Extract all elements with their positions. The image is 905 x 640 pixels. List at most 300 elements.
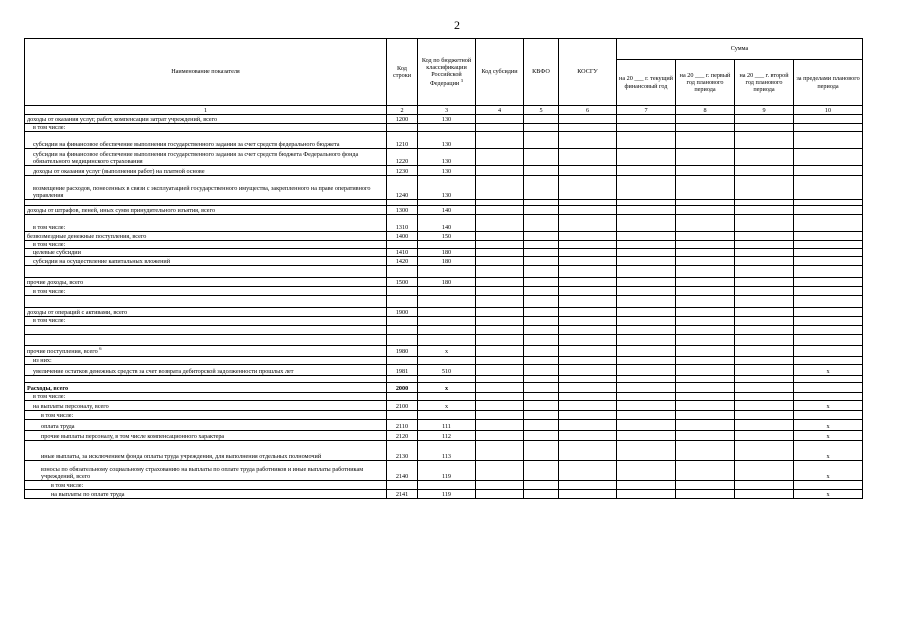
row-beyond-period	[794, 392, 863, 400]
row-value-cell	[524, 364, 559, 375]
row-kbk	[418, 241, 476, 249]
row-value-cell	[559, 382, 617, 392]
row-kbk: 119	[418, 460, 476, 480]
row-code	[387, 356, 418, 364]
row-value-cell	[735, 176, 794, 200]
row-value-cell	[676, 308, 735, 317]
row-kbk: 140	[418, 215, 476, 232]
row-value-cell	[735, 296, 794, 308]
row-kbk	[418, 325, 476, 334]
row-kbk: 130	[418, 115, 476, 124]
header-year2: на 20 ___ г. первый год планового периода	[676, 60, 735, 106]
row-value-cell	[559, 278, 617, 287]
row-code: 2130	[387, 440, 418, 460]
row-name-text: на выплаты по оплате труда	[51, 490, 125, 498]
row-name	[25, 287, 387, 296]
row-name-text: субсидии на финансовое обеспечение выполнения государственного задания за счет средств федерального бюджета	[33, 141, 340, 148]
row-value-cell	[676, 115, 735, 124]
row-value-cell	[476, 132, 524, 149]
row-kbk: 130	[418, 166, 476, 176]
row-value-cell	[617, 132, 676, 149]
row-value-cell	[476, 430, 524, 440]
row-name-text: в том числе:	[33, 288, 66, 296]
row-code: 1400	[387, 232, 418, 241]
table-row	[25, 115, 863, 124]
row-value-cell	[676, 440, 735, 460]
table-row	[25, 149, 863, 166]
row-value-cell	[559, 430, 617, 440]
row-value-cell	[676, 382, 735, 392]
row-value-cell	[676, 232, 735, 241]
row-code	[387, 266, 418, 278]
row-value-cell	[559, 392, 617, 400]
row-value-cell	[735, 124, 794, 132]
row-value-cell	[676, 317, 735, 325]
row-value-cell	[559, 296, 617, 308]
row-value-cell	[676, 124, 735, 132]
row-value-cell	[735, 334, 794, 345]
row-value-cell	[676, 287, 735, 296]
row-kbk: 180	[418, 257, 476, 266]
col-num: 9	[735, 106, 794, 115]
row-name	[25, 392, 387, 400]
row-value-cell	[476, 115, 524, 124]
row-value-cell	[559, 308, 617, 317]
table-row	[25, 375, 863, 382]
row-value-cell	[617, 232, 676, 241]
row-value-cell	[476, 419, 524, 430]
row-value-cell	[524, 257, 559, 266]
row-value-cell	[524, 400, 559, 410]
row-value-cell	[617, 440, 676, 460]
row-value-cell	[559, 232, 617, 241]
row-value-cell	[676, 296, 735, 308]
row-value-cell	[524, 241, 559, 249]
row-value-cell	[559, 489, 617, 498]
row-value-cell	[524, 266, 559, 278]
header-beyond: за пределами планового периода	[794, 60, 863, 106]
row-value-cell	[476, 149, 524, 166]
table-row	[25, 287, 863, 296]
row-value-cell	[735, 480, 794, 489]
row-code: 1240	[387, 176, 418, 200]
row-value-cell	[559, 364, 617, 375]
row-code: 1981	[387, 364, 418, 375]
header-sum: Сумма	[617, 39, 863, 60]
row-value-cell	[676, 419, 735, 430]
row-value-cell	[524, 392, 559, 400]
row-code: 1220	[387, 149, 418, 166]
row-value-cell	[476, 489, 524, 498]
row-name	[25, 166, 387, 176]
row-value-cell	[524, 115, 559, 124]
row-value-cell	[676, 400, 735, 410]
row-name	[25, 334, 387, 345]
row-value-cell	[524, 124, 559, 132]
row-value-cell	[676, 480, 735, 489]
row-value-cell	[617, 241, 676, 249]
table-row	[25, 356, 863, 364]
table-row	[25, 257, 863, 266]
row-code: 2120	[387, 430, 418, 440]
header-budget-code	[418, 39, 476, 106]
row-value-cell	[476, 392, 524, 400]
row-value-cell	[524, 232, 559, 241]
row-value-cell	[617, 266, 676, 278]
row-value-cell	[676, 206, 735, 215]
row-value-cell	[524, 375, 559, 382]
table-row	[25, 419, 863, 430]
table-row	[25, 317, 863, 325]
row-value-cell	[524, 149, 559, 166]
row-value-cell	[476, 480, 524, 489]
row-beyond-period: x	[794, 460, 863, 480]
row-code: 1410	[387, 249, 418, 257]
row-value-cell	[617, 215, 676, 232]
row-code: 1420	[387, 257, 418, 266]
table-row	[25, 249, 863, 257]
row-value-cell	[559, 460, 617, 480]
row-name	[25, 410, 387, 419]
row-name-text: прочие поступления, всего	[27, 348, 98, 356]
row-value-cell	[617, 176, 676, 200]
row-name-text: доходы от операций с активами, всего	[27, 309, 128, 317]
row-value-cell	[617, 334, 676, 345]
row-value-cell	[735, 382, 794, 392]
table-row	[25, 206, 863, 215]
row-value-cell	[617, 430, 676, 440]
row-kbk	[418, 480, 476, 489]
col-num: 6	[559, 106, 617, 115]
row-value-cell	[676, 375, 735, 382]
row-name	[25, 132, 387, 149]
row-beyond-period	[794, 232, 863, 241]
row-name	[25, 375, 387, 382]
row-name-text: возмещение расходов, понесенных в связи с эксплуатацией государственного имущества, закрепленного на праве оперативного управления	[33, 184, 371, 199]
row-value-cell	[735, 375, 794, 382]
row-code	[387, 124, 418, 132]
row-kbk: 130	[418, 149, 476, 166]
row-beyond-period: x	[794, 489, 863, 498]
row-kbk: 510	[418, 364, 476, 375]
row-value-cell	[617, 325, 676, 334]
row-code	[387, 241, 418, 249]
col-num: 3	[418, 106, 476, 115]
row-value-cell	[735, 410, 794, 419]
row-value-cell	[735, 166, 794, 176]
row-value-cell	[676, 410, 735, 419]
row-code: 1230	[387, 166, 418, 176]
row-value-cell	[524, 334, 559, 345]
header-year3: на 20 ___ г. второй год планового периода	[735, 60, 794, 106]
row-code	[387, 296, 418, 308]
row-value-cell	[676, 176, 735, 200]
row-value-cell	[676, 345, 735, 356]
row-value-cell	[735, 215, 794, 232]
table-row	[25, 480, 863, 489]
row-value-cell	[476, 375, 524, 382]
row-value-cell	[559, 215, 617, 232]
row-value-cell	[735, 345, 794, 356]
row-name-text: доходы от оказания услуг (выполнения работ) на платной основе	[33, 168, 205, 175]
col-num: 8	[676, 106, 735, 115]
row-name-text: прочие выплаты персоналу, в том числе компенсационного характера	[41, 432, 225, 440]
row-code	[387, 325, 418, 334]
row-kbk	[418, 410, 476, 419]
row-value-cell	[676, 364, 735, 375]
row-value-cell	[524, 430, 559, 440]
row-name-text: в том числе:	[33, 241, 66, 249]
table-row	[25, 334, 863, 345]
row-beyond-period	[794, 249, 863, 257]
row-name	[25, 232, 387, 241]
row-kbk: x	[418, 382, 476, 392]
table-row	[25, 166, 863, 176]
row-value-cell	[676, 430, 735, 440]
row-value-cell	[524, 325, 559, 334]
row-value-cell	[617, 166, 676, 176]
row-value-cell	[476, 166, 524, 176]
row-value-cell	[476, 215, 524, 232]
table-row	[25, 489, 863, 498]
table-row	[25, 325, 863, 334]
row-beyond-period	[794, 266, 863, 278]
row-kbk: x	[418, 345, 476, 356]
row-value-cell	[559, 132, 617, 149]
row-name	[25, 241, 387, 249]
row-value-cell	[476, 241, 524, 249]
row-name-text: целевые субсидии	[33, 249, 81, 257]
row-value-cell	[676, 489, 735, 498]
row-name	[25, 480, 387, 489]
row-name-text: субсидии на осуществление капитальных вложений	[33, 258, 171, 266]
row-value-cell	[735, 392, 794, 400]
row-value-cell	[676, 392, 735, 400]
row-value-cell	[524, 440, 559, 460]
row-name-text: в том числе:	[33, 224, 66, 231]
header-budget-note: 3	[460, 78, 464, 84]
row-value-cell	[676, 334, 735, 345]
row-name	[25, 206, 387, 215]
row-value-cell	[617, 149, 676, 166]
row-value-cell	[524, 480, 559, 489]
row-value-cell	[524, 410, 559, 419]
row-value-cell	[559, 345, 617, 356]
row-value-cell	[735, 241, 794, 249]
row-value-cell	[559, 334, 617, 345]
row-value-cell	[476, 460, 524, 480]
col-num: 5	[524, 106, 559, 115]
row-kbk	[418, 356, 476, 364]
row-value-cell	[476, 257, 524, 266]
row-value-cell	[559, 419, 617, 430]
row-value-cell	[735, 232, 794, 241]
header-subsidy-code: Код субсидии	[476, 39, 524, 106]
row-value-cell	[735, 249, 794, 257]
row-kbk: 113	[418, 440, 476, 460]
row-value-cell	[559, 115, 617, 124]
row-value-cell	[476, 364, 524, 375]
col-num: 7	[617, 106, 676, 115]
row-value-cell	[735, 419, 794, 430]
row-value-cell	[735, 364, 794, 375]
row-name-text: Расходы, всего	[27, 384, 69, 392]
row-value-cell	[476, 249, 524, 257]
row-value-cell	[735, 287, 794, 296]
row-beyond-period: x	[794, 440, 863, 460]
row-value-cell	[476, 334, 524, 345]
row-kbk: 180	[418, 249, 476, 257]
row-beyond-period	[794, 124, 863, 132]
row-beyond-period	[794, 296, 863, 308]
row-code: 1300	[387, 206, 418, 215]
table-row	[25, 364, 863, 375]
row-kbk	[418, 317, 476, 325]
row-value-cell	[559, 257, 617, 266]
table-row	[25, 345, 863, 356]
row-value-cell	[559, 440, 617, 460]
row-code	[387, 317, 418, 325]
row-value-cell	[617, 308, 676, 317]
row-value-cell	[735, 149, 794, 166]
row-beyond-period	[794, 345, 863, 356]
row-name	[25, 489, 387, 498]
row-value-cell	[476, 356, 524, 364]
row-value-cell	[617, 115, 676, 124]
row-kbk: 119	[418, 489, 476, 498]
row-name-text: взносы по обязательному социальному страхованию на выплаты по оплате труда работников и иные выплаты работникам учреждений, всего	[41, 465, 364, 480]
row-value-cell	[524, 132, 559, 149]
header-kosgu: КОСГУ	[559, 39, 617, 106]
row-value-cell	[617, 356, 676, 364]
row-beyond-period	[794, 287, 863, 296]
row-beyond-period: x	[794, 400, 863, 410]
row-value-cell	[617, 419, 676, 430]
row-beyond-period	[794, 278, 863, 287]
row-code: 1980	[387, 345, 418, 356]
row-value-cell	[476, 296, 524, 308]
table-row	[25, 382, 863, 392]
row-beyond-period	[794, 325, 863, 334]
row-kbk	[418, 392, 476, 400]
row-value-cell	[559, 375, 617, 382]
row-beyond-period: x	[794, 364, 863, 375]
row-name-text: безвозмездные денежные поступления, всего	[27, 233, 147, 240]
col-num: 10	[794, 106, 863, 115]
row-kbk	[418, 308, 476, 317]
row-value-cell	[617, 364, 676, 375]
row-kbk	[418, 124, 476, 132]
row-value-cell	[559, 124, 617, 132]
row-beyond-period	[794, 176, 863, 200]
row-value-cell	[617, 257, 676, 266]
row-code: 1500	[387, 278, 418, 287]
row-value-cell	[476, 287, 524, 296]
row-name	[25, 356, 387, 364]
row-code: 2100	[387, 400, 418, 410]
table-row	[25, 176, 863, 200]
row-value-cell	[617, 317, 676, 325]
row-name-text: прочие доходы, всего	[27, 279, 84, 287]
header-row	[25, 39, 863, 60]
row-value-cell	[524, 166, 559, 176]
col-num: 2	[387, 106, 418, 115]
row-code: 1210	[387, 132, 418, 149]
row-beyond-period	[794, 480, 863, 489]
row-value-cell	[559, 241, 617, 249]
row-value-cell	[524, 296, 559, 308]
row-name-text: в том числе:	[33, 124, 66, 131]
row-value-cell	[617, 206, 676, 215]
row-value-cell	[559, 249, 617, 257]
row-value-cell	[524, 317, 559, 325]
row-name	[25, 400, 387, 410]
row-name	[25, 257, 387, 266]
row-value-cell	[559, 287, 617, 296]
row-code	[387, 334, 418, 345]
row-footnote: 6	[99, 346, 102, 352]
row-kbk: x	[418, 400, 476, 410]
row-value-cell	[524, 460, 559, 480]
row-beyond-period: x	[794, 419, 863, 430]
row-name	[25, 308, 387, 317]
row-beyond-period: x	[794, 430, 863, 440]
row-code: 1200	[387, 115, 418, 124]
row-value-cell	[559, 325, 617, 334]
row-value-cell	[476, 278, 524, 287]
row-value-cell	[476, 266, 524, 278]
row-name	[25, 382, 387, 392]
row-kbk	[418, 287, 476, 296]
table-row	[25, 430, 863, 440]
table-row	[25, 124, 863, 132]
row-name	[25, 266, 387, 278]
row-value-cell	[735, 400, 794, 410]
table-row	[25, 215, 863, 232]
row-name-text: доходы от штрафов, пеней, иных сумм принудительного изъятия, всего	[27, 207, 216, 214]
row-value-cell	[735, 460, 794, 480]
row-code	[387, 375, 418, 382]
row-value-cell	[735, 278, 794, 287]
row-value-cell	[617, 296, 676, 308]
row-beyond-period	[794, 257, 863, 266]
row-value-cell	[735, 325, 794, 334]
row-value-cell	[617, 480, 676, 489]
row-value-cell	[559, 317, 617, 325]
row-value-cell	[476, 232, 524, 241]
row-name	[25, 296, 387, 308]
row-value-cell	[676, 149, 735, 166]
row-value-cell	[676, 278, 735, 287]
row-name-text: иные выплаты, за исключением фонда оплаты труда учреждения, для выполнения отдельных полномочий	[41, 452, 322, 460]
row-value-cell	[476, 317, 524, 325]
row-value-cell	[676, 249, 735, 257]
row-name-text: на выплаты персоналу, всего	[33, 402, 109, 410]
row-name	[25, 430, 387, 440]
row-value-cell	[524, 176, 559, 200]
col-num: 1	[25, 106, 387, 115]
row-code: 2110	[387, 419, 418, 430]
row-name	[25, 364, 387, 375]
row-code	[387, 410, 418, 419]
row-kbk: 112	[418, 430, 476, 440]
table-row	[25, 410, 863, 419]
row-value-cell	[676, 241, 735, 249]
row-value-cell	[676, 266, 735, 278]
row-beyond-period	[794, 308, 863, 317]
table-body	[25, 115, 863, 499]
row-value-cell	[735, 257, 794, 266]
